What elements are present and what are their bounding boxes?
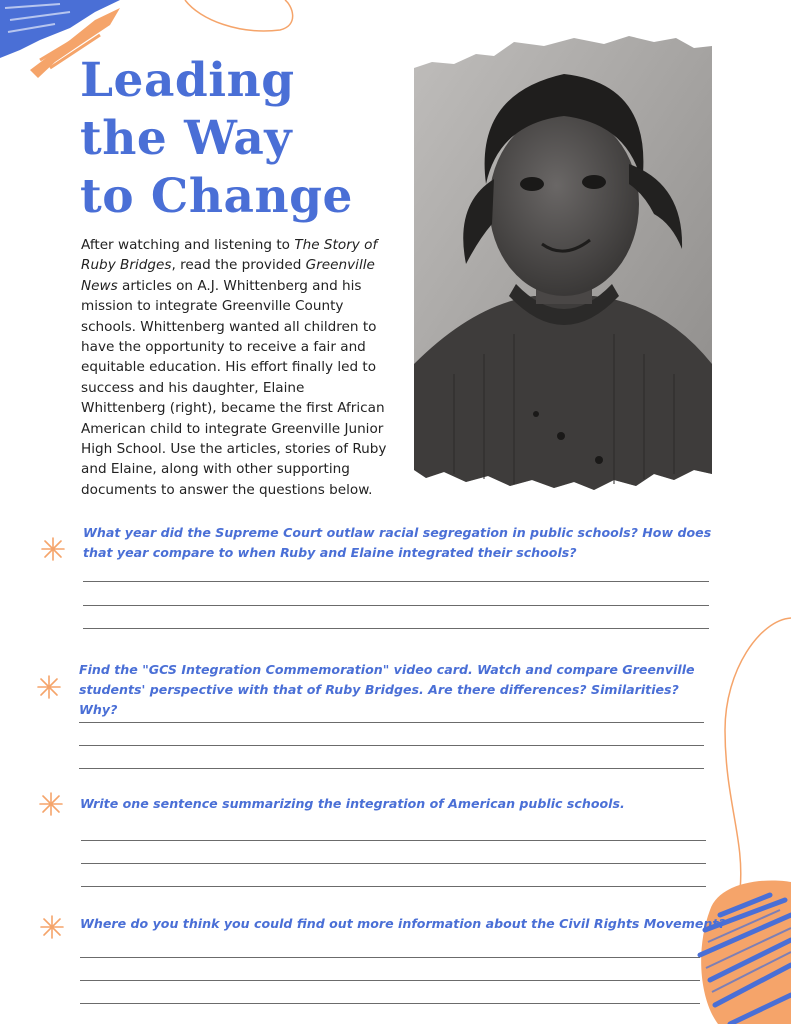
intro-text-1: After watching and listening to — [81, 237, 295, 253]
asterisk-icon — [38, 791, 64, 817]
intro-paragraph — [81, 235, 393, 500]
answer-line[interactable] — [81, 886, 706, 887]
page-title — [80, 52, 410, 226]
answer-line[interactable] — [79, 768, 704, 769]
asterisk-icon — [40, 536, 66, 562]
title-line-2: the Way — [80, 111, 293, 166]
answer-line[interactable] — [80, 1003, 700, 1004]
asterisk-icon — [39, 914, 65, 940]
answer-line[interactable] — [83, 628, 709, 629]
question-2: Find the "GCS Integration Commemoration" video card. Watch and compare Greenville students' perspective with that of Ruby Bridges. Are there differences? Similarities? Why? — [79, 662, 695, 717]
answer-line[interactable] — [80, 957, 700, 958]
title-line-1: Leading — [80, 53, 295, 108]
question-4: Where do you think you could find out more information about the Civil Rights Movement? — [80, 916, 726, 931]
asterisk-icon — [36, 674, 62, 700]
newspaper-title: Greenville News — [81, 257, 375, 294]
question-3: Write one sentence summarizing the integration of American public schools. — [80, 796, 625, 811]
answer-line[interactable] — [81, 863, 706, 864]
answer-line[interactable] — [81, 840, 706, 841]
title-line-3: to Change — [80, 169, 353, 224]
question-1: What year did the Supreme Court outlaw racial segregation in public schools? How does that year compare to when Ruby and Elaine integrated their schools? — [83, 525, 712, 560]
intro-text-2: , read the provided — [171, 257, 306, 274]
bottom-right-decoration — [690, 610, 791, 1024]
answer-line[interactable] — [79, 722, 704, 723]
answer-line[interactable] — [83, 581, 709, 582]
answer-line[interactable] — [79, 745, 704, 746]
answer-line[interactable] — [83, 605, 709, 606]
answer-line[interactable] — [80, 980, 700, 981]
film-title: The Story of Ruby Bridges — [81, 237, 378, 274]
portrait-photo — [414, 34, 712, 494]
intro-text-3: articles on A.J. Whittenberg and his mission to integrate Greenville County schools. Whittenberg wanted all children to have the opportunity to receive a fair and equitable education. His effort finally led to success and his daughter, Elaine Whittenberg (right), became the first African American child to integrate Greenville Junior High School. Use the articles, stories of Ruby and Elaine, along with other supporting documents to answer the questions below. — [81, 277, 387, 498]
